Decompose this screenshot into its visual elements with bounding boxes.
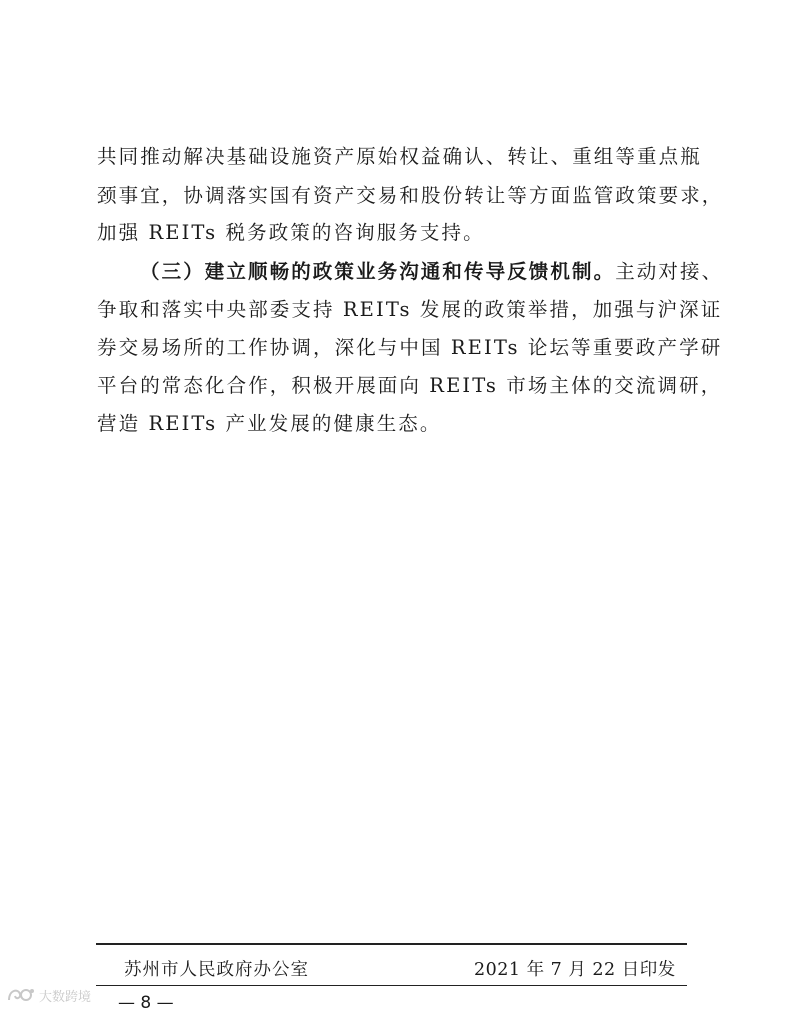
section-heading: （三）建立顺畅的政策业务沟通和传导反馈机制。 [140, 260, 616, 283]
issue-date: 2021 年 7 月 22 日印发 [474, 960, 676, 980]
footer-bottom-rule [96, 985, 687, 986]
paragraph-2-line-5: 营造 REITs 产业发展的健康生态。 [97, 412, 442, 435]
paragraph-1-line-1: 共同推动解决基础设施资产原始权益确认、转让、重组等重点瓶 [97, 145, 702, 168]
paragraph-1-line-2: 颈事宜，协调落实国有资产交易和股份转让等方面监管政策要求， [97, 184, 724, 207]
paragraph-1-line-3: 加强 REITs 税务政策的咨询服务支持。 [97, 221, 485, 244]
page-number: — 8 — [118, 993, 174, 1013]
watermark-logo-icon [6, 986, 36, 1004]
paragraph-2-line-1 [140, 260, 723, 284]
paragraph-2-line-4: 平台的常态化合作，积极开展面向 REITs 市场主体的交流调研， [97, 374, 723, 397]
paragraph-2-line-1-rest: 主动对接、 [615, 260, 724, 283]
footer-top-rule [96, 943, 687, 945]
watermark-text: 大数跨境 [39, 989, 92, 1005]
paragraph-2-line-2: 争取和落实中央部委支持 REITs 发展的政策举措，加强与沪深证 [97, 298, 723, 321]
paragraph-2-line-3: 券交易场所的工作协调，深化与中国 REITs 论坛等重要政产学研 [97, 336, 723, 359]
issuer-name: 苏州市人民政府办公室 [124, 960, 309, 980]
watermark [6, 983, 91, 1007]
